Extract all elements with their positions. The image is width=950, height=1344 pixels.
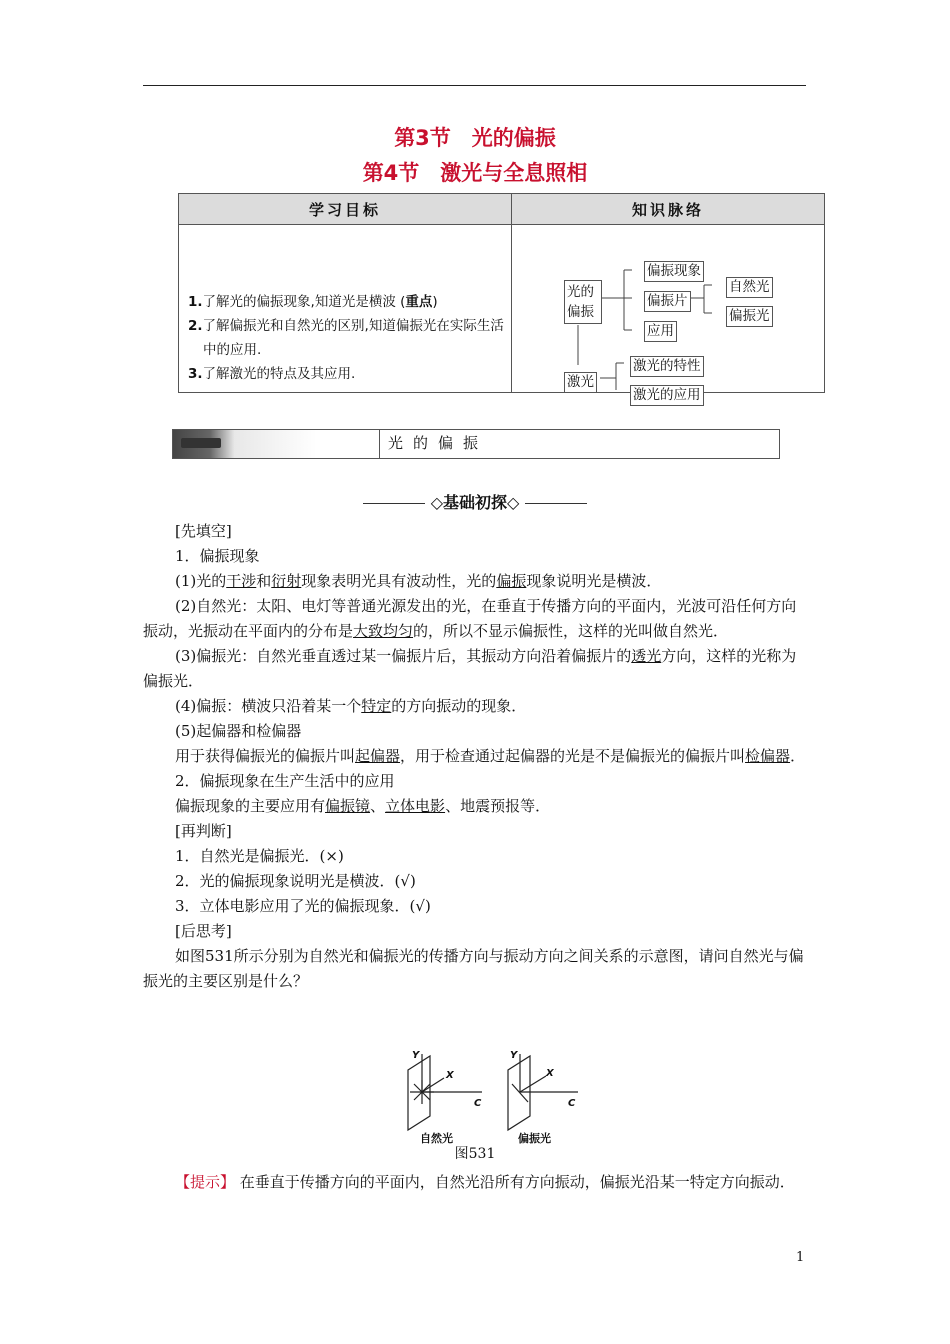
mindmap-node-laser-uses: 激光的应用	[630, 385, 704, 406]
mindmap-cell	[512, 225, 825, 403]
knowledge-point-title: 光的偏振	[379, 430, 787, 458]
top-rule	[143, 85, 806, 86]
judge-item: 3．立体电影应用了光的偏振现象．(√)	[175, 897, 431, 915]
polarized-y-label: Y	[510, 1050, 518, 1061]
judge-label: [再判断]	[175, 822, 232, 840]
page-title-section3: 第3节 光的偏振	[394, 126, 556, 150]
think-label: [后思考]	[175, 922, 232, 940]
network-header: 知识脉络	[512, 194, 825, 225]
objective-item: 2.了解偏振光和自然光的区别,知道偏振光在实际生活中的应用.	[188, 318, 504, 358]
hint-paragraph	[143, 1170, 808, 1195]
natural-light-plate	[408, 1056, 430, 1130]
judge-item: 1．自然光是偏振光．(×)	[175, 847, 344, 865]
mindmap-node-phenomenon: 偏振现象	[644, 261, 704, 282]
natural-x-label: X	[446, 1070, 454, 1081]
polarized-x-axis	[520, 1076, 546, 1092]
paragraph: (3)偏振光：自然光垂直透过某一偏振片后，其振动方向沿着偏振片的透光方向，这样的光称为偏振光．	[143, 647, 797, 690]
mindmap-node-application: 应用	[644, 321, 677, 342]
judge-item: 2．光的偏振现象说明光是横波．(√)	[175, 872, 416, 890]
content-body	[143, 519, 808, 994]
page-number: 1	[796, 1250, 805, 1265]
mindmap-node-natural-light: 自然光	[726, 277, 773, 298]
knowledge-point-banner	[172, 429, 780, 459]
paragraph: (1)光的干涉和衍射现象表明光具有波动性，光的偏振现象说明光是横波．	[175, 572, 662, 590]
polarized-x-label: X	[546, 1068, 554, 1079]
fill-label: [先填空]	[175, 522, 232, 540]
objective-item: 3.了解激光的特点及其应用.	[188, 366, 356, 382]
polarization-figure	[400, 1048, 580, 1144]
objectives-cell	[179, 225, 512, 393]
hint-text: 在垂直于传播方向的平面内，自然光沿所有方向振动，偏振光沿某一特定方向振动．	[235, 1173, 795, 1191]
knowledge-point-tag-area	[173, 430, 378, 458]
mindmap-node-polarized-light: 偏振光	[726, 306, 773, 327]
mindmap-root-polarization: 光的偏振	[564, 280, 602, 324]
objectives-header: 学习目标	[179, 194, 512, 225]
paragraph: 用于获得偏振光的偏振片叫起偏器，用于检查通过起偏器的光是不是偏振光的偏振片叫检偏器．	[175, 747, 806, 765]
natural-c-label: C	[474, 1098, 482, 1109]
natural-x-axis	[422, 1078, 444, 1092]
page-title-section4: 第4节 激光与全息照相	[362, 161, 588, 185]
item-title: 1．偏振现象	[175, 547, 260, 565]
polarized-light-plate	[508, 1056, 530, 1130]
divider	[363, 503, 425, 504]
paragraph: (2)自然光：太阳、电灯等普通光源发出的光，在垂直于传播方向的平面内，光波可沿任何方向振动，光振动在平面内的分布是大致均匀的，所以不显示偏振性，这样的光叫做自然光．	[143, 597, 797, 640]
mindmap-root-laser: 激光	[564, 372, 597, 393]
figure-caption: 图531	[454, 1146, 496, 1162]
hint-label: 【提示】	[175, 1173, 236, 1191]
divider	[525, 503, 587, 504]
paragraph: 偏振现象的主要应用有偏振镜、立体电影、地震预报等．	[175, 797, 551, 815]
paragraph: (5)起偏器和检偏器	[175, 722, 302, 740]
polarized-c-label: C	[568, 1098, 576, 1109]
item-title: 2．偏振现象在生产生活中的应用	[175, 772, 395, 790]
natural-light-label: 自然光	[420, 1132, 453, 1144]
objectives-table	[178, 193, 825, 403]
mindmap-node-polarizer: 偏振片	[644, 291, 691, 312]
question: 如图531所示分别为自然光和偏振光的传播方向与振动方向之间关系的示意图，请问自然光与偏振光的主要区别是什么？	[143, 947, 804, 990]
objective-item: 1.了解光的偏振现象,知道光是横波 (重点)	[188, 294, 438, 310]
mindmap-node-laser-features: 激光的特性	[630, 356, 704, 377]
polarized-light-label: 偏振光	[518, 1132, 551, 1144]
objectives-list	[180, 226, 510, 386]
knowledge-point-tag	[181, 438, 221, 448]
paragraph: (4)偏振：横波只沿着某一个特定的方向振动的现象．	[175, 697, 527, 715]
section-heading: ◇基础初探◇	[0, 490, 950, 513]
natural-y-label: Y	[412, 1050, 420, 1061]
